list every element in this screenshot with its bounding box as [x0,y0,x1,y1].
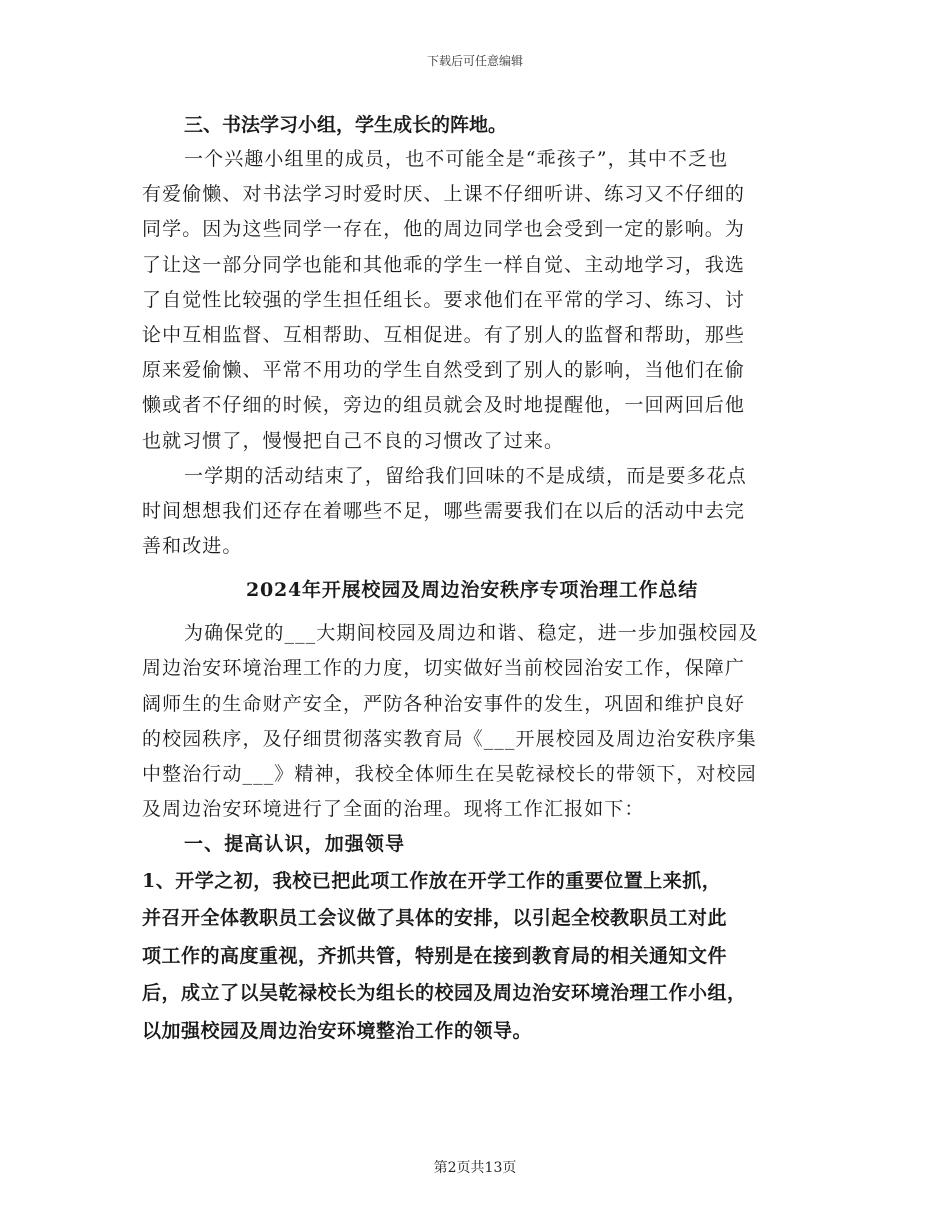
paragraph-line: 原来爱偷懒、平常不用功的学生自然受到了别人的影响，当他们在偷 [142,359,746,382]
paragraph-line: 同学。因为这些同学一存在，他的周边同学也会受到一定的影响。为 [142,218,746,241]
page-header: 下载后可任意编辑 [426,54,523,68]
paragraph-line: 时间想想我们还存在着哪些不足，哪些需要我们在以后的活动中去完 [142,499,746,522]
paragraph-line: 中整治行动___》精神，我校全体师生在吴乾禄校长的带领下，对校园 [142,763,757,785]
page-footer: 第2页共13页 [433,1160,517,1176]
paragraph-line: 以加强校园及周边治安环境整治工作的领导。 [142,1019,533,1042]
paragraph-line: 善和改进。 [142,535,243,558]
paragraph-group-2 [142,616,802,862]
paragraph-line: 并召开全体教职员工会议做了具体的安排，以引起全校教职员工对此 [142,907,728,930]
paragraph-line: 后，成立了以吴乾禄校长为组长的校园及周边治安环境治理工作小组， [142,982,747,1005]
paragraph-line: 懒或者不仔细的时候，旁边的组员就会及时地提醒他，一回两回后他 [142,394,746,417]
paragraph-line: 的校园秩序，及仔细贯彻落实教育局《___开展校园及周边治安秩序集 [142,727,757,750]
document-body [142,108,802,1051]
paragraph-line: 周边治安环境治理工作的力度，切实做好当前校园治安工作，保障广 [142,657,746,680]
paragraph-group-3 [142,863,802,1051]
paragraph-line: 及周边治安环境进行了全面的治理。现将工作汇报如下： [142,798,645,821]
paragraph-line: 一个兴趣小组里的成员，也不可能全是“乖孩子”，其中不乏也 [184,148,729,170]
paragraph-line: 阔师生的生命财产安全，严防各种治安事件的发生，巩固和维护良好 [142,692,746,715]
paragraph-line: 论中互相监督、互相帮助、互相促进。有了别人的监督和帮助，那些 [142,323,746,346]
paragraph-line: 了让这一部分同学也能和其他乖的学生一样自觉、主动地学习，我选 [142,253,746,276]
paragraph-line: 1、开学之初，我校已把此项工作放在开学工作的重要位置上来抓， [142,869,722,892]
paragraph-line: 有爱偷懒、对书法学习时爱时厌、上课不仔细听讲、练习又不仔细的 [142,183,746,206]
section-heading-3: 三、书法学习小组，学生成长的阵地。 [184,114,508,136]
paragraph-line: 项工作的高度重视，齐抓共管，特别是在接到教育局的相关通知文件 [142,944,728,967]
paragraph-line: 为确保党的___大期间校园及周边和谐、稳定，进一步加强校园及 [184,622,759,645]
document-title: 2024年开展校园及周边治安秩序专项治理工作总结 [245,579,699,602]
paragraph-line: 一学期的活动结束了，留给我们回味的不是成绩，而是要多花点 [184,464,747,487]
section-heading-1: 一、提高认识，加强领导 [184,833,406,856]
paragraph-group-1 [142,142,802,564]
paragraph-line: 了自觉性比较强的学生担任组长。要求他们在平常的学习、练习、讨 [142,288,746,311]
paragraph-line: 也就习惯了，慢慢把自己不良的习惯改了过来。 [142,429,565,452]
